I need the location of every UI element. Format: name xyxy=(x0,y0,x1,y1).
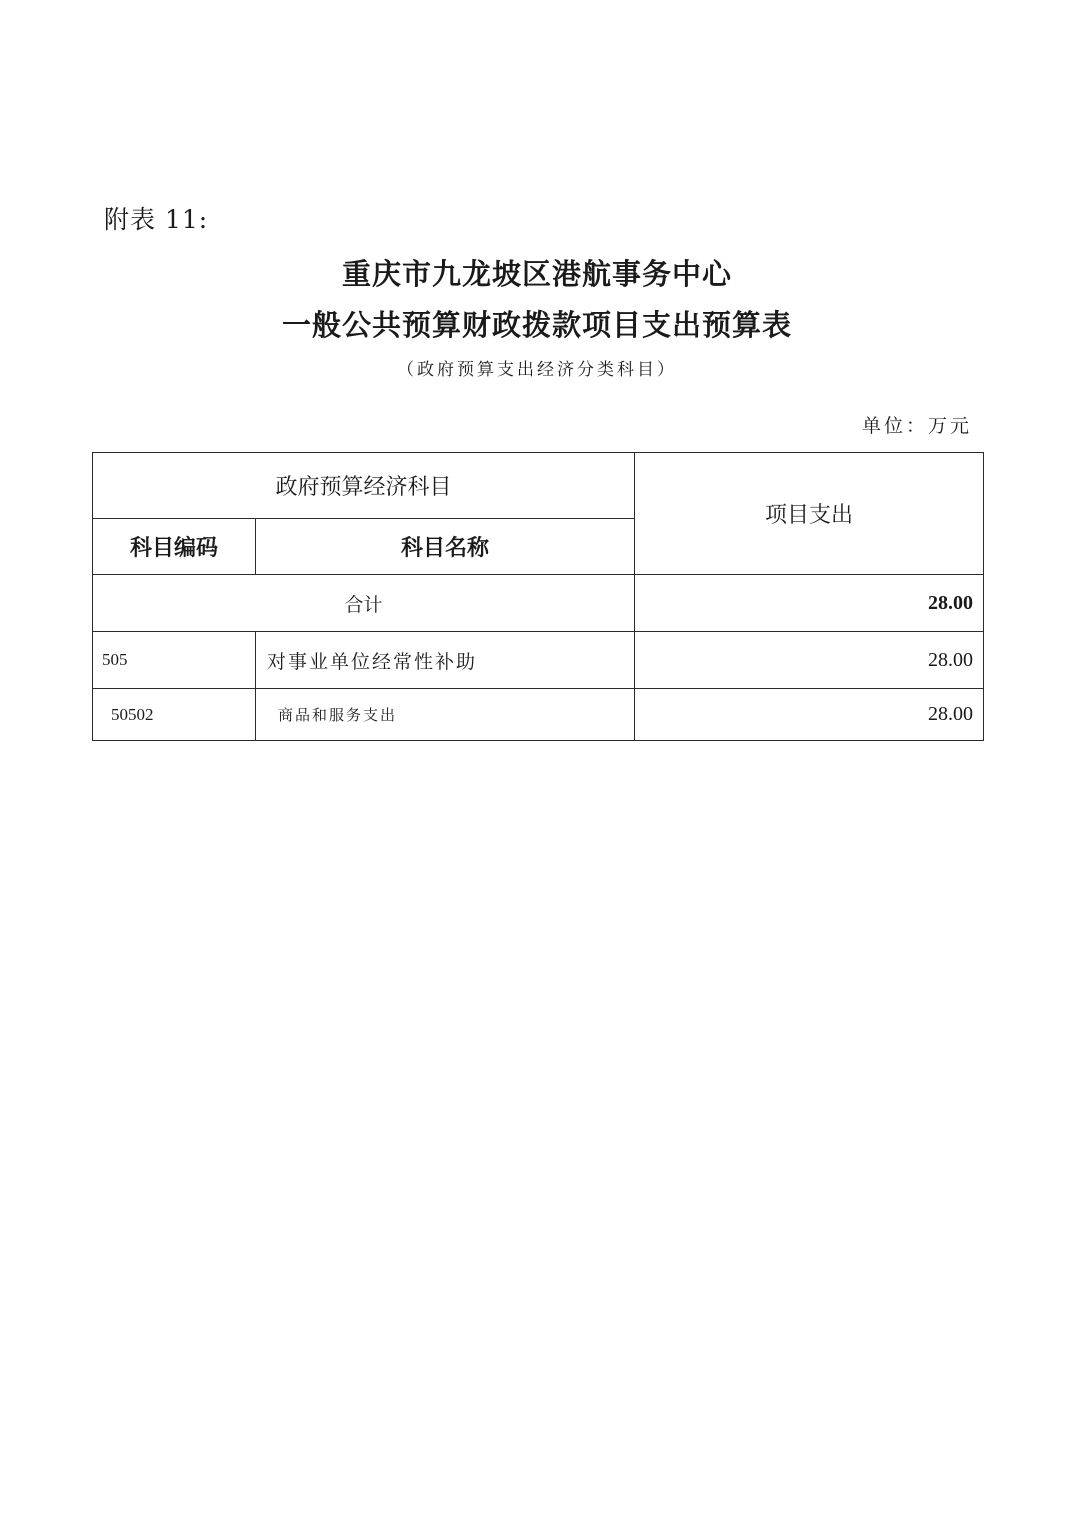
name-cell: 商品和服务支出 xyxy=(256,689,635,741)
header-code-cell: 科目编码 xyxy=(93,519,256,575)
page-subtitle: （政府预算支出经济分类科目） xyxy=(397,360,677,380)
code-cell: 50502 xyxy=(93,689,256,741)
name-cell: 对事业单位经常性补助 xyxy=(256,632,635,689)
amount-cell: 28.00 xyxy=(635,689,984,741)
page-title-line2: 一般公共预算财政拨款项目支出预算表 xyxy=(281,308,792,342)
budget-table xyxy=(92,452,984,741)
unit-label: 单位：万元 xyxy=(861,415,972,437)
table-row xyxy=(93,632,984,689)
header-group-cell: 政府预算经济科目 xyxy=(93,453,635,519)
header-name-cell: 科目名称 xyxy=(256,519,635,575)
page-title-line1: 重庆市九龙坡区港航事务中心 xyxy=(341,257,732,291)
total-amount-cell: 28.00 xyxy=(635,575,984,632)
table-row xyxy=(93,689,984,741)
amount-cell: 28.00 xyxy=(635,632,984,689)
code-cell: 505 xyxy=(93,632,256,689)
table-header-row xyxy=(93,453,984,519)
total-label-cell: 合计 xyxy=(93,575,635,632)
header-amount-cell: 项目支出 xyxy=(635,453,984,575)
annex-label: 附表 11: xyxy=(104,205,209,234)
table-row-total xyxy=(93,575,984,632)
